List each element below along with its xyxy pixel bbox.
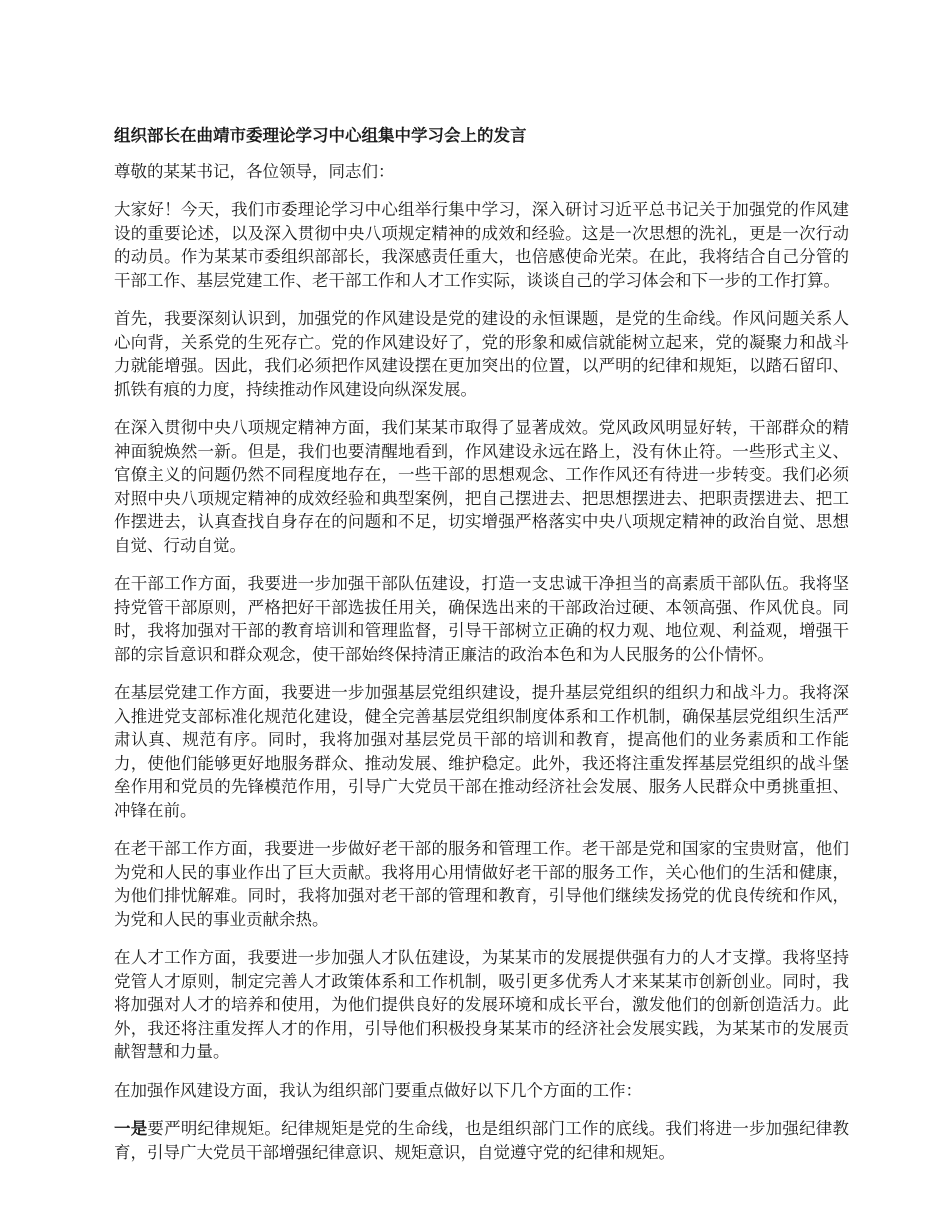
- document-title: 组织部长在曲靖市委理论学习中心组集中学习会上的发言: [114, 126, 527, 145]
- paragraph-eight-rules: 在深入贯彻中央八项规定精神方面，我们某某市取得了显著成效。党风政风明显好转，干部群众的精神面貌焕然一新。但是，我们也要清醒地看到，作风建设永远在路上，没有休止符。一些形式主义、官僚主义的问题仍然不同程度地存在，一些干部的思想观念、工作作风还有待进一步转变。我们必须对照中央八项规定精神的成效经验和典型案例，把自己摆进去、把思想摆进去、把职责摆进去、把工作摆进去，认真查找自身存在的问题和不足，切实增强严格落实中央八项规定精神的政治自觉、思想自觉、行动自觉。: [114, 418, 849, 555]
- paragraph-veteran-cadre: 在老干部工作方面，我要进一步做好老干部的服务和管理工作。老干部是党和国家的宝贵财富，他们为党和人民的事业作出了巨大贡献。我将用心用情做好老干部的服务工作，关心他们的生活和健康，为他们排忧解难。同时，我将加强对老干部的管理和教育，引导他们继续发扬党的优良传统和作风，为党和人民的事业贡献余热。: [114, 839, 849, 929]
- task-one-text: 要严明纪律规矩。纪律规矩是党的生命线，也是组织部门工作的底线。我们将进一步加强纪律教育，引导广大党员干部增强纪律意识、规矩意识，自觉遵守党的纪律和规矩。: [114, 1119, 850, 1162]
- salutation: 尊敬的某某书记，各位领导，同志们：: [114, 162, 395, 181]
- paragraph-grassroots-party: 在基层党建工作方面，我要进一步加强基层党组织建设，提升基层党组织的组织力和战斗力。我将深入推进党支部标准化规范化建设，健全完善基层党组织制度体系和工作机制，确保基层党组织生活严肃认真、规范有序。同时，我将加强对基层党员干部的培训和教育，提高他们的业务素质和工作能力，使他们能够更好地服务群众、推动发展、维护稳定。此外，我还将注重发挥基层党组织的战斗堡垒作用和党员的先锋模范作用，引导广大党员干部在推动经济社会发展、服务人民群众中勇挑重担、冲锋在前。: [114, 683, 849, 820]
- paragraph-task-one: [114, 1117, 849, 1164]
- paragraph-key-tasks-intro: 在加强作风建设方面，我认为组织部门要重点做好以下几个方面的工作：: [114, 1080, 642, 1100]
- document-page: [114, 124, 849, 1179]
- paragraph-style-importance: 首先，我要深刻认识到，加强党的作风建设是党的建设的永恒课题，是党的生命线。作风问题关系人心向背，关系党的生死存亡。党的作风建设好了，党的形象和威信就能树立起来，党的凝聚力和战斗力就能增强。因此，我们必须把作风建设摆在更加突出的位置，以严明的纪律和规矩，以踏石留印、抓铁有痕的力度，持续推动作风建设向纵深发展。: [114, 309, 849, 399]
- paragraph-talent-work: 在人才工作方面，我要进一步加强人才队伍建设，为某某市的发展提供强有力的人才支撑。我将坚持党管人才原则，制定完善人才政策体系和工作机制，吸引更多优秀人才来某某市创新创业。同时，我将加强对人才的培养和使用，为他们提供良好的发展环境和成长平台，激发他们的创新创造活力。此外，我还将注重发挥人才的作用，引导他们积极投身某某市的经济社会发展实践，为某某市的发展贡献智慧和力量。: [114, 948, 849, 1061]
- paragraph-opening: 大家好！今天，我们市委理论学习中心组举行集中学习，深入研讨习近平总书记关于加强党的作风建设的重要论述，以及深入贯彻中央八项规定精神的成效和经验。这是一次思想的洗礼，更是一次行动的动员。作为某某市委组织部部长，我深感责任重大，也倍感使命光荣。在此，我将结合自己分管的干部工作、基层党建工作、老干部工作和人才工作实际，谈谈自己的学习体会和下一步的工作打算。: [114, 200, 849, 290]
- paragraph-cadre-work: 在干部工作方面，我要进一步加强干部队伍建设，打造一支忠诚干净担当的高素质干部队伍。我将坚持党管干部原则，严格把好干部选拔任用关，确保选出来的干部政治过硬、本领高强、作风优良。同时，我将加强对干部的教育培训和管理监督，引导干部树立正确的权力观、地位观、利益观，增强干部的宗旨意识和群众观念，使干部始终保持清正廉洁的政治本色和为人民服务的公仆情怀。: [114, 574, 849, 664]
- task-one-lead: 一是: [114, 1119, 148, 1138]
